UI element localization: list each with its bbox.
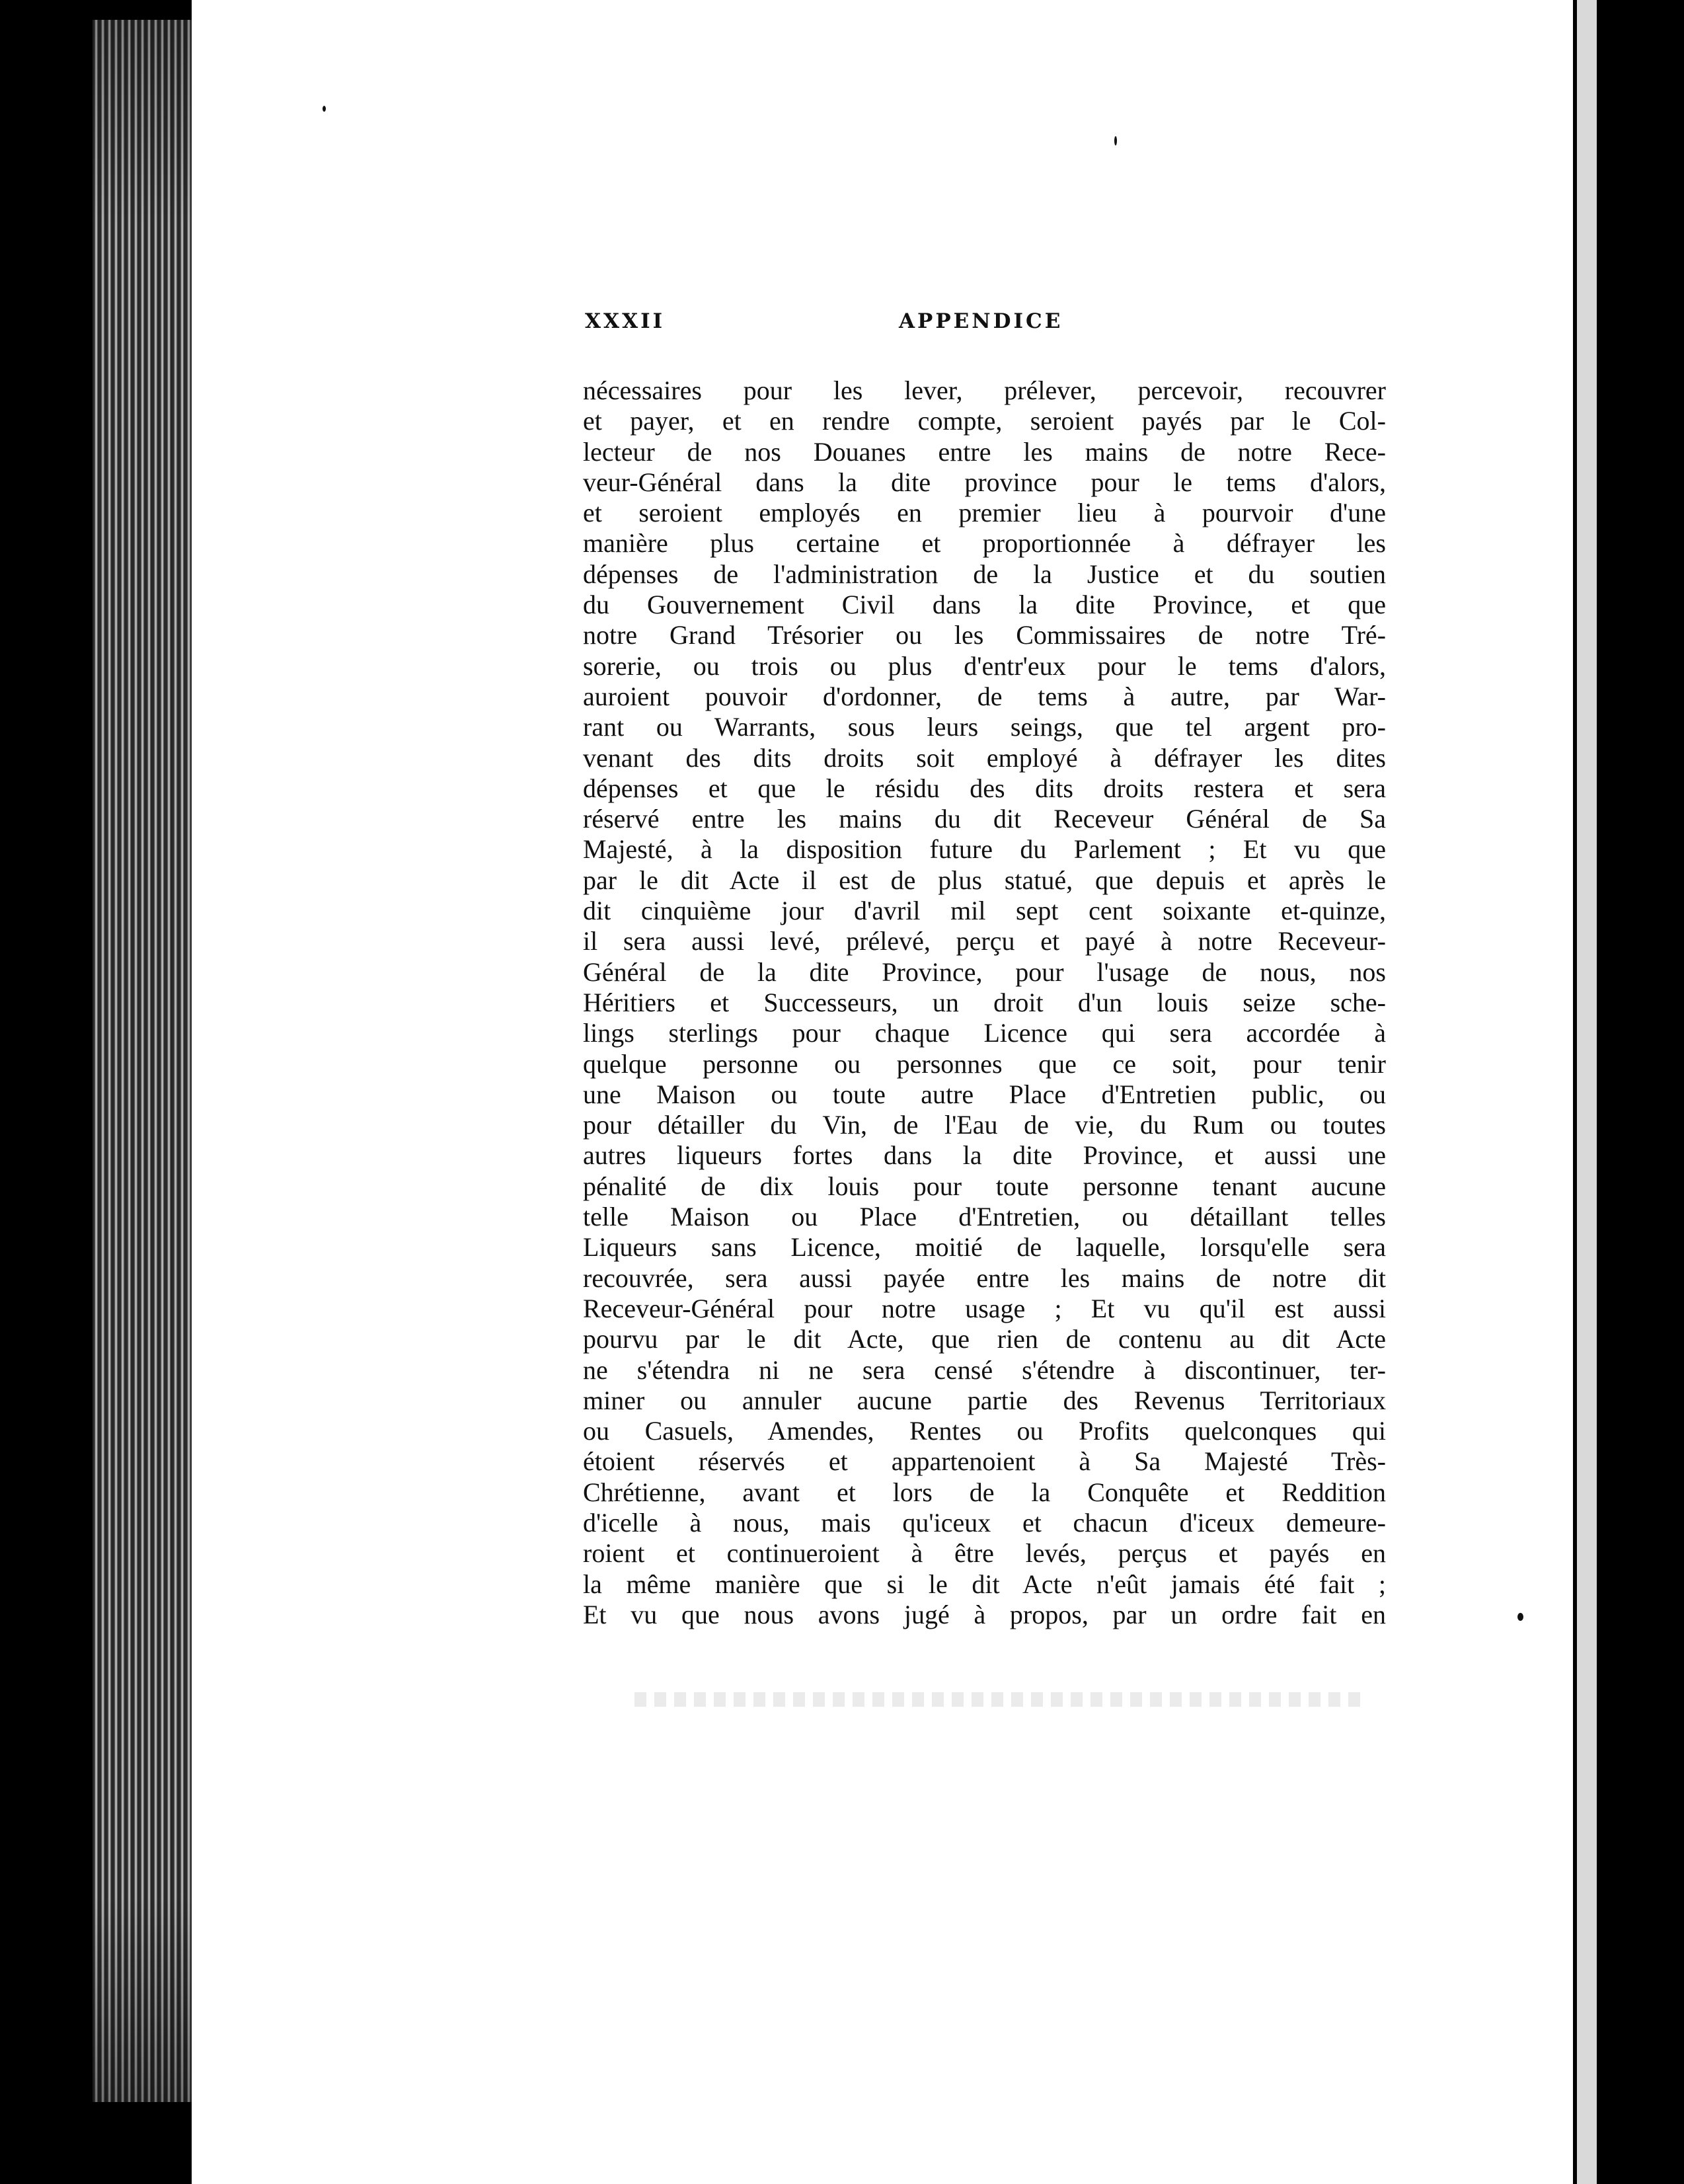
text-line: et payer, et en rendre compte, seroient payés par le Col-	[583, 406, 1386, 436]
text-line: roient et continueroient à être levés, perçus et payés en	[583, 1538, 1386, 1569]
text-line: Général de la dite Province, pour l'usage de nous, nos	[583, 956, 1386, 987]
text-line: Et vu que nous avons jugé à propos, par un ordre fait en	[583, 1599, 1386, 1629]
page-header	[585, 309, 1365, 336]
text-line: ou Casuels, Amendes, Rentes ou Profits quelconques qui	[583, 1416, 1386, 1446]
right-border	[1597, 0, 1615, 2184]
text-line: notre Grand Trésorier ou les Commissaires de notre Tré-	[583, 620, 1386, 650]
speck-mark	[1114, 136, 1117, 145]
text-line: auroient pouvoir d'ordonner, de tems à autre, par War-	[583, 681, 1386, 711]
text-line: dépenses de l'administration de la Justice et du soutien	[583, 559, 1386, 589]
text-line: du Gouvernement Civil dans la dite Province, et que	[583, 590, 1386, 620]
text-line: manière plus certaine et proportionnée à défrayer les	[583, 528, 1386, 559]
text-line: étoient réservés et appartenoient à Sa Majesté Très-	[583, 1446, 1386, 1477]
text-line: recouvrée, sera aussi payée entre les mains de notre dit	[583, 1263, 1386, 1293]
page-edges-shadow	[93, 20, 192, 2102]
text-line: rant ou Warrants, sous leurs seings, que tel argent pro-	[583, 712, 1386, 742]
speck-mark	[323, 106, 326, 112]
text-line: sorerie, ou trois ou plus d'entr'eux pour le tems d'alors,	[583, 650, 1386, 681]
text-line: nécessaires pour les lever, prélever, percevoir, recouvrer	[583, 375, 1386, 405]
running-head: APPENDICE	[899, 309, 1063, 333]
text-line: Majesté, à la disposition future du Parlement ; Et vu que	[583, 834, 1386, 865]
text-line: lecteur de nos Douanes entre les mains de notre Rece-	[583, 436, 1386, 467]
text-line: lings sterlings pour chaque Licence qui sera accordée à	[583, 1018, 1386, 1048]
text-line: dépenses et que le résidu des dits droits restera et sera	[583, 773, 1386, 803]
folio-number: XXXII	[585, 309, 666, 333]
text-line: et seroient employés en premier lieu à pourvoir d'une	[583, 498, 1386, 528]
text-line: par le dit Acte il est de plus statué, que depuis et après le	[583, 865, 1386, 895]
text-line: pourvu par le dit Acte, que rien de contenu au dit Acte	[583, 1324, 1386, 1354]
text-line: venant des dits droits soit employé à défrayer les dites	[583, 742, 1386, 773]
right-page-edge	[1573, 0, 1597, 2184]
text-line: autres liqueurs fortes dans la dite Province, et aussi une	[583, 1140, 1386, 1171]
text-line: pénalité de dix louis pour toute personne tenant aucune	[583, 1171, 1386, 1201]
text-line: Héritiers et Successeurs, un droit d'un louis seize sche-	[583, 987, 1386, 1017]
text-line: Chrétienne, avant et lors de la Conquête et Reddition	[583, 1477, 1386, 1507]
speck-mark	[1517, 1613, 1523, 1621]
text-line: veur-Général dans la dite province pour le tems d'alors,	[583, 467, 1386, 497]
text-line: Receveur-Général pour notre usage ; Et vu qu'il est aussi	[583, 1293, 1386, 1323]
text-line: quelque personne ou personnes que ce soit, pour tenir	[583, 1048, 1386, 1079]
text-line: telle Maison ou Place d'Entretien, ou détaillant telles	[583, 1202, 1386, 1232]
faint-bleedthrough	[634, 1692, 1361, 1707]
text-line: la même manière que si le dit Acte n'eût jamais été fait ;	[583, 1569, 1386, 1599]
text-line: miner ou annuler aucune partie des Revenus Territoriaux	[583, 1385, 1386, 1415]
text-line: dit cinquième jour d'avril mil sept cent soixante et-quinze,	[583, 896, 1386, 926]
body-text	[583, 375, 1386, 1630]
text-line: une Maison ou toute autre Place d'Entretien public, ou	[583, 1079, 1386, 1109]
text-line: pour détailler du Vin, de l'Eau de vie, du Rum ou toutes	[583, 1110, 1386, 1140]
text-line: il sera aussi levé, prélevé, perçu et payé à notre Receveur-	[583, 926, 1386, 956]
text-line: réservé entre les mains du dit Receveur Général de Sa	[583, 804, 1386, 834]
text-line: Liqueurs sans Licence, moitié de laquelle, lorsqu'elle sera	[583, 1232, 1386, 1263]
text-line: d'icelle à nous, mais qu'iceux et chacun d'iceux demeure-	[583, 1507, 1386, 1538]
text-line: ne s'étendra ni ne sera censé s'étendre à discontinuer, ter-	[583, 1354, 1386, 1385]
